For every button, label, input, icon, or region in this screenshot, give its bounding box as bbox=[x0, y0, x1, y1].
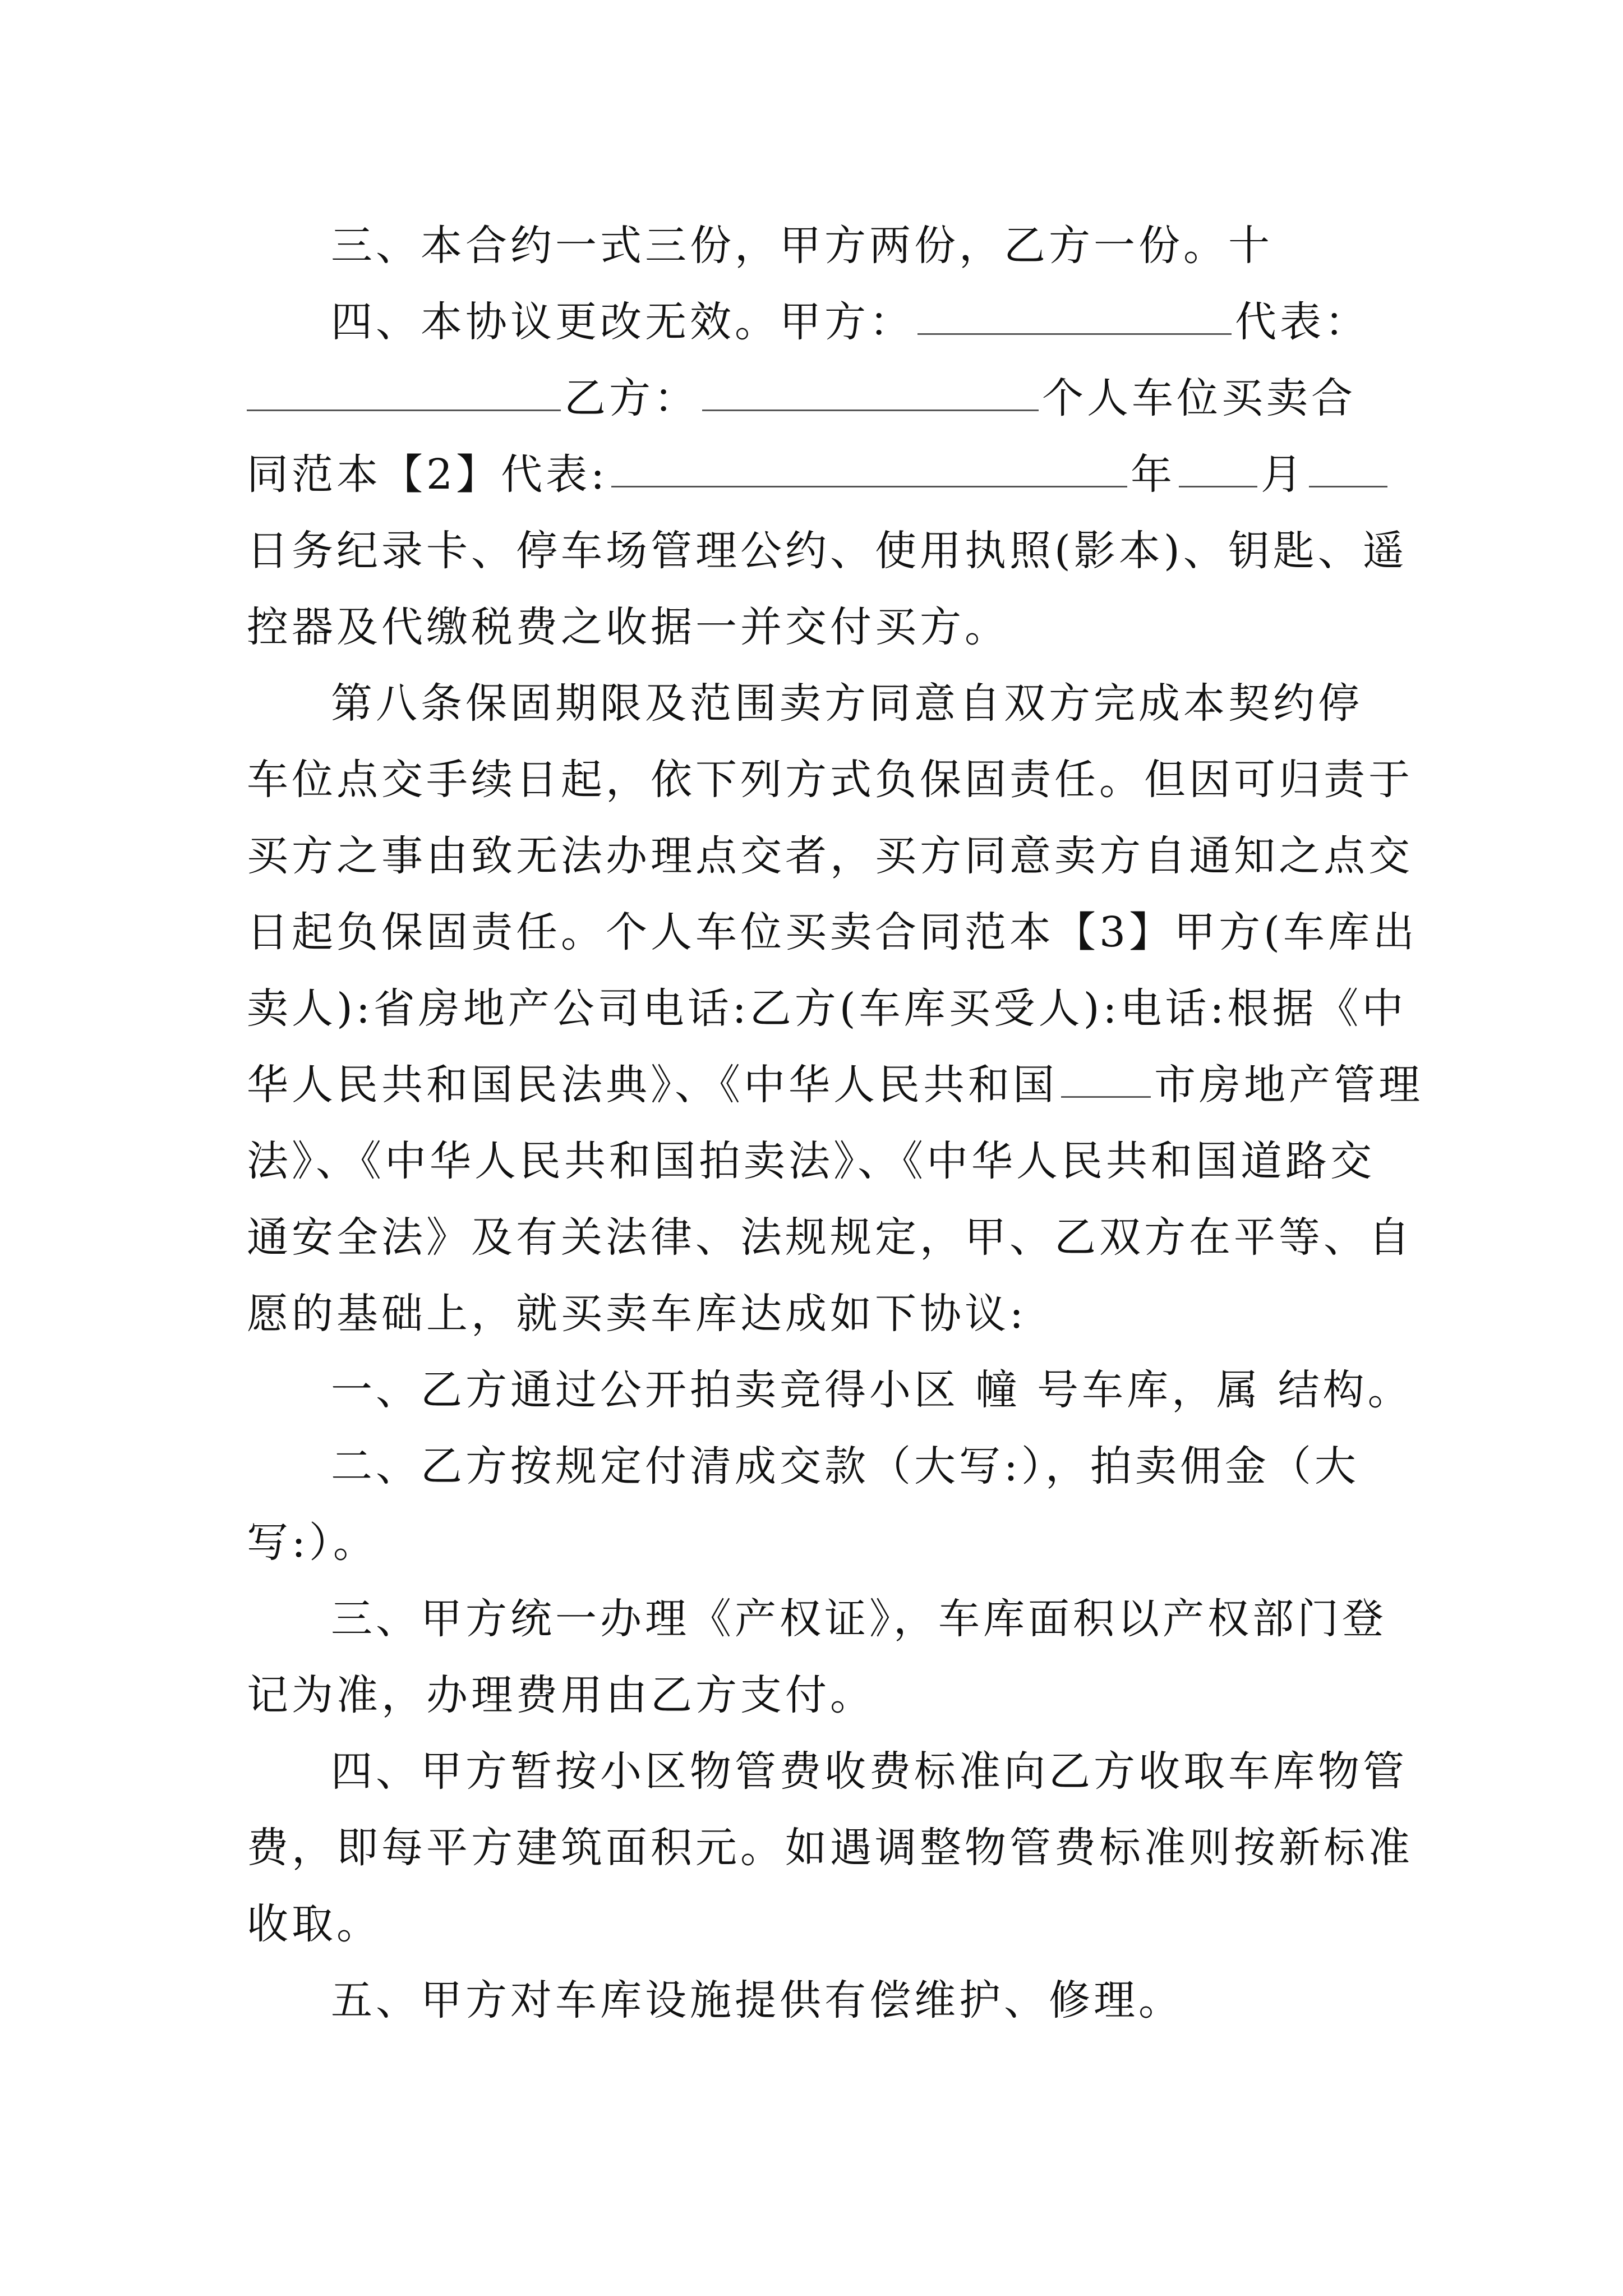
clause-2 bbox=[247, 1428, 1385, 1504]
text: 控器及代缴税费之收据一并交付买方。 bbox=[247, 603, 1009, 651]
clause-5 bbox=[247, 1962, 1385, 2039]
rep-b-blank bbox=[611, 436, 1127, 487]
city-blank bbox=[1061, 1047, 1151, 1098]
clause-3 bbox=[247, 1581, 1385, 1657]
text-line bbox=[247, 1123, 1385, 1199]
text: 个人车位买卖合 bbox=[1042, 374, 1356, 422]
text: 五、甲方对车库设施提供有偿维护、修理。 bbox=[331, 1976, 1183, 2024]
template-2-line bbox=[247, 436, 1385, 513]
document-page bbox=[247, 208, 1423, 2039]
text: 第八条保固期限及范围卖方同意自双方完成本契约停 bbox=[331, 679, 1363, 728]
text-line bbox=[247, 1657, 1385, 1733]
text: 市房地产管理 bbox=[1154, 1061, 1423, 1109]
text: 买方之事由致无法办理点交者，买方同意卖方自通知之点交 bbox=[247, 832, 1413, 880]
party-a-blank bbox=[917, 284, 1232, 335]
signature-line-b bbox=[247, 360, 1385, 436]
text-line bbox=[247, 1810, 1413, 1886]
text: 卖人):省房地产公司电话:乙方(车库买受人):电话:根据《中 bbox=[247, 984, 1407, 1033]
text-line bbox=[247, 742, 1413, 818]
article-8-line bbox=[247, 665, 1385, 742]
text-line bbox=[247, 894, 1418, 970]
text: 法》、《中华人民共和国拍卖法》、《中华人民共和国道路交 bbox=[247, 1137, 1375, 1185]
text-line bbox=[247, 1886, 1385, 1962]
text: 四、本协议更改无效。甲方： bbox=[331, 298, 914, 346]
text-line bbox=[247, 1276, 1385, 1352]
text: 月 bbox=[1261, 450, 1306, 499]
text-line bbox=[247, 589, 1385, 665]
rep-a-blank bbox=[247, 360, 561, 411]
text-line bbox=[247, 1047, 1423, 1123]
text: 费，即每平方建筑面积元。如遇调整物管费标准则按新标准 bbox=[247, 1824, 1413, 1872]
text: 四、甲方暂按小区物管费收费标准向乙方收取车库物管 bbox=[331, 1747, 1408, 1796]
text: 写:）。 bbox=[247, 1519, 378, 1567]
month-blank bbox=[1179, 436, 1257, 487]
clause-no-changes bbox=[247, 284, 1385, 360]
text-line bbox=[247, 818, 1413, 894]
text-line bbox=[247, 513, 1408, 589]
text: 同范本【2】代表: bbox=[247, 450, 608, 499]
text: 一、乙方通过公开拍卖竞得小区 幢 号车库，属 结构。 bbox=[331, 1366, 1413, 1414]
text: 愿的基础上，就买卖车库达成如下协议: bbox=[247, 1290, 1027, 1338]
text: 乙方： bbox=[564, 374, 699, 422]
text: 代表： bbox=[1235, 298, 1370, 346]
party-b-blank bbox=[702, 360, 1039, 411]
clause-copies bbox=[247, 208, 1385, 284]
clause-1 bbox=[247, 1352, 1413, 1428]
text-line bbox=[247, 1504, 1385, 1581]
text: 日起负保固责任。个人车位买卖合同范本【3】甲方(车库出 bbox=[247, 908, 1418, 956]
text-line bbox=[247, 970, 1407, 1047]
clause-4 bbox=[247, 1733, 1408, 1810]
text: 年 bbox=[1131, 450, 1176, 499]
text: 记为准，办理费用由乙方支付。 bbox=[247, 1671, 875, 1719]
text-line bbox=[247, 1199, 1413, 1276]
text: 车位点交手续日起，依下列方式负保固责任。但因可归责于 bbox=[247, 756, 1413, 804]
text: 华人民共和国民法典》、《中华人民共和国 bbox=[247, 1061, 1058, 1109]
text: 收取。 bbox=[247, 1900, 381, 1948]
text: 二、乙方按规定付清成交款（大写:），拍卖佣金（大 bbox=[331, 1442, 1359, 1490]
day-blank bbox=[1309, 436, 1387, 487]
text: 三、甲方统一办理《产权证》，车库面积以产权部门登 bbox=[331, 1595, 1387, 1643]
text: 三、本合约一式三份，甲方两份，乙方一份。十 bbox=[331, 222, 1273, 270]
text: 通安全法》及有关法律、法规规定，甲、乙双方在平等、自 bbox=[247, 1213, 1413, 1262]
text: 日务纪录卡、停车场管理公约、使用执照(影本)、钥匙、遥 bbox=[247, 527, 1408, 575]
